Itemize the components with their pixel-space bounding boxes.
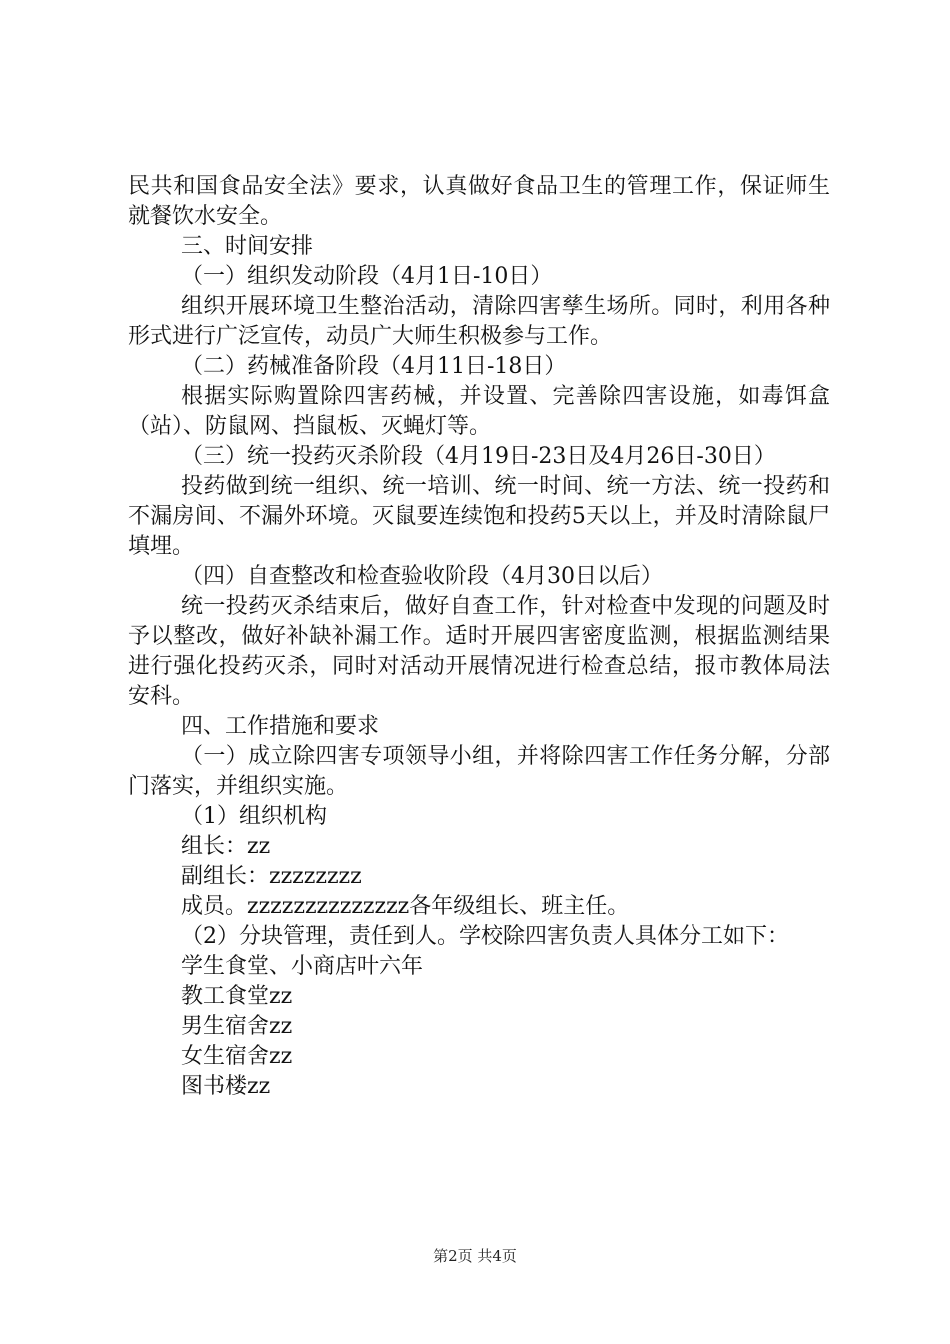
subsection-heading: （二）药械准备阶段（4月11日-18日） [181, 354, 567, 379]
list-item: 女生宿舍zz [181, 1044, 293, 1069]
list-item: 教工食堂zz [181, 984, 293, 1009]
paragraph: （2）分块管理，责任到人。学校除四害负责人具体分工如下： [181, 924, 789, 949]
list-item: 学生食堂、小商店叶六年 [181, 954, 424, 979]
paragraph: 根据实际购置除四害药械，并设置、完善除四害设施，如毒饵盒（站）、防鼠网、挡鼠板、灭蝇灯等。 [128, 384, 830, 439]
document-body [128, 172, 830, 1102]
section-heading: 三、时间安排 [181, 234, 314, 259]
list-item: 组长：zz [181, 834, 271, 859]
subsection-heading: （一）组织发动阶段（4月1日-10日） [181, 264, 553, 289]
paragraph: 统一投药灭杀结束后，做好自查工作，针对检查中发现的问题及时予以整改，做好补缺补漏工作。适时开展四害密度监测，根据监测结果进行强化投药灭杀，同时对活动开展情况进行检查总结，报市教体局法安科。 [128, 594, 830, 709]
paragraph: 民共和国食品安全法》要求，认真做好食品卫生的管理工作，保证师生就餐饮水安全。 [128, 174, 830, 229]
list-heading: （1）组织机构 [181, 804, 327, 829]
subsection-heading: （四）自查整改和检查验收阶段（4月30日以后） [181, 564, 663, 589]
list-item: 副组长：zzzzzzzz [181, 864, 362, 889]
paragraph: （一）成立除四害专项领导小组，并将除四害工作任务分解，分部门落实，并组织实施。 [128, 744, 830, 799]
list-item: 成员。zzzzzzzzzzzzzz各年级组长、班主任。 [181, 894, 630, 919]
page-number-footer: 第2页 共4页 [433, 1247, 517, 1265]
paragraph: 组织开展环境卫生整治活动，清除四害孳生场所。同时，利用各种形式进行广泛宣传，动员广大师生积极参与工作。 [128, 294, 830, 349]
list-item: 男生宿舍zz [181, 1014, 293, 1039]
section-heading: 四、工作措施和要求 [181, 714, 380, 739]
list-item: 图书楼zz [181, 1074, 271, 1099]
subsection-heading: （三）统一投药灭杀阶段（4月19日-23日及4月26日-30日） [181, 444, 776, 469]
paragraph: 投药做到统一组织、统一培训、统一时间、统一方法、统一投药和不漏房间、不漏外环境。灭鼠要连续饱和投药5天以上，并及时清除鼠尸填埋。 [128, 474, 830, 559]
